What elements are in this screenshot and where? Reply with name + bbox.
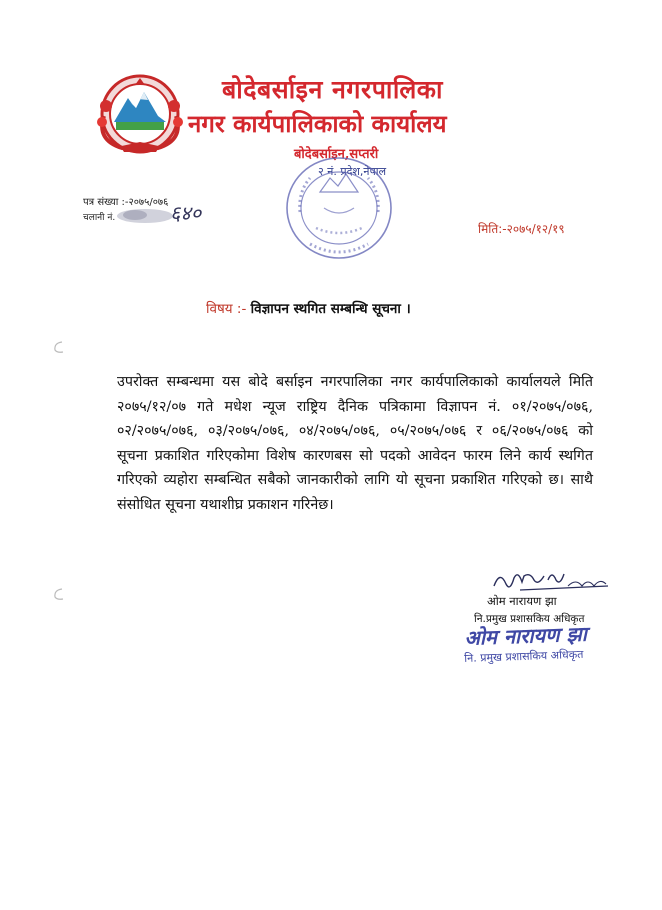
subject-label: विषय :- [206,301,247,317]
subject-text: विज्ञापन स्थगित सम्बन्धि सूचना । [250,301,411,317]
office-seal-icon [280,152,398,264]
signatory-name: ओम नारायण झा [487,594,557,608]
letter-number: पत्र संख्या :-२०७५/०७६ [83,197,169,208]
letter-date: मिति:-२०७५/१२/१९ [478,222,565,236]
office-name: नगर कार्यपालिकाको कार्यालय [188,109,447,138]
org-province: २ नं. प्रदेश,नेपाल [318,165,387,178]
signatory-title: नि.प्रमुख प्रशासकिय अधिकृत [474,613,585,625]
stamp-signatory-name: ओम नारायण झा [464,621,588,650]
handwritten-signature-icon [490,566,610,596]
org-address: बोदेबर्साइन,सप्तरी [294,147,379,162]
dispatch-label: चलानी नं. [83,213,116,223]
nepal-emblem-icon [92,70,188,156]
dispatch-number: ६४० [170,201,202,225]
org-name: बोदेबर्साइन नगरपालिका [222,75,443,104]
notice-body: उपरोक्त सम्बन्धमा यस बोदे बर्साइन नगरपालिका नगर कार्यपालिकाको कार्यालयले मिति २०७५/१२/०७ गते मधेश न्यूज राष्ट्रिय दैनिक पत्रिकामा विज्ञापन नं. ०१/२०७५/०७६, ०२/२०७५/०७६, ०३/२०७५/०७६, ०४/२०७५/०७६, ०५/२०७५/०७६ र ०६/२०७५/०७६ को सूचना प्रकाशित गरिएकोमा विशेष कारणबस सो पदको आवेदन फारम लिने कार्य स्थगित गरिएको व्यहोरा सम्बन्धित सबैको जानकारीको लागि यो सूचना प्रकाशित गरिएको छ। साथै संसोधित सूचना यथाशीघ्र प्रकाशन गरिनेछ। [117,374,593,513]
punch-hole-icon [52,340,66,354]
punch-hole-icon [52,587,66,601]
ink-smudge-icon [115,206,175,226]
subject-line [206,299,411,317]
stamp-signatory-title: नि. प्रमुख प्रशासकिय अधिकृत [464,647,584,665]
